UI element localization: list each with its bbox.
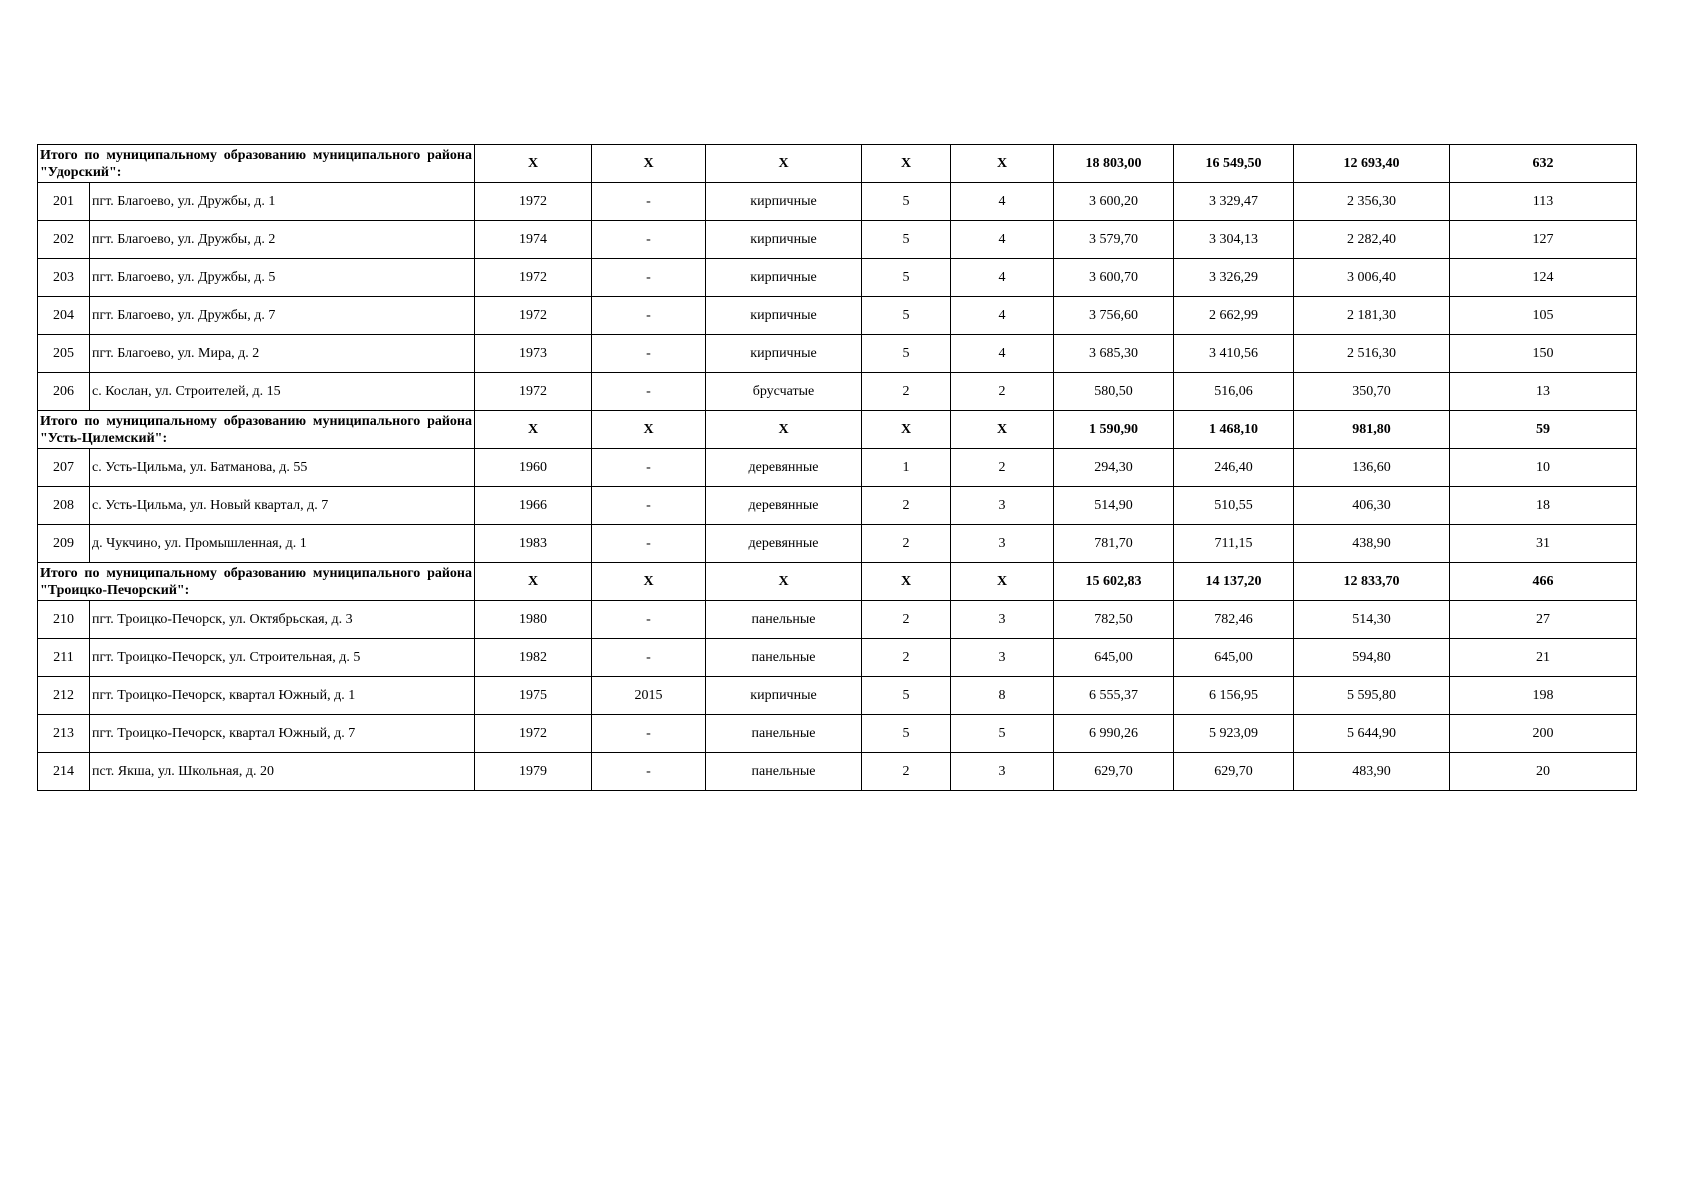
year-built-cell: 1980 xyxy=(475,601,592,639)
residents-cell: 31 xyxy=(1450,525,1637,563)
total-area-cell: 781,70 xyxy=(1054,525,1174,563)
subtotal-label: Итого по муниципальному образованию муниципального района "Удорский": xyxy=(38,145,475,183)
living-area-cell: 136,60 xyxy=(1294,449,1450,487)
residents-cell: 27 xyxy=(1450,601,1637,639)
subtotal-label: Итого по муниципальному образованию муниципального района "Троицко-Печорский": xyxy=(38,563,475,601)
wall-material-cell: деревянные xyxy=(706,525,862,563)
table-row xyxy=(38,297,1637,335)
entrances-cell: 3 xyxy=(951,639,1054,677)
year-repair-cell: - xyxy=(592,487,706,525)
year-built-cell: 1983 xyxy=(475,525,592,563)
total-area-cell: 3 756,60 xyxy=(1054,297,1174,335)
table-row xyxy=(38,753,1637,791)
living-area-cell: 5 644,90 xyxy=(1294,715,1450,753)
year-built-cell: 1972 xyxy=(475,183,592,221)
wall-material-cell: панельные xyxy=(706,715,862,753)
total-area-cell: 514,90 xyxy=(1054,487,1174,525)
premises-area-cell: 1 468,10 xyxy=(1174,411,1294,449)
premises-area-cell: 246,40 xyxy=(1174,449,1294,487)
address-cell: пгт. Троицко-Печорск, ул. Октябрьская, д. 3 xyxy=(90,601,475,639)
premises-area-cell: 3 329,47 xyxy=(1174,183,1294,221)
total-area-cell: 15 602,83 xyxy=(1054,563,1174,601)
floors-cell: 2 xyxy=(862,373,951,411)
floors-cell: 1 xyxy=(862,449,951,487)
table-row xyxy=(38,373,1637,411)
year-built-cell: X xyxy=(475,411,592,449)
year-repair-cell: - xyxy=(592,183,706,221)
row-number-cell: 209 xyxy=(38,525,90,563)
premises-area-cell: 3 410,56 xyxy=(1174,335,1294,373)
total-area-cell: 580,50 xyxy=(1054,373,1174,411)
address-cell: д. Чукчино, ул. Промышленная, д. 1 xyxy=(90,525,475,563)
residents-cell: 105 xyxy=(1450,297,1637,335)
year-repair-cell: X xyxy=(592,411,706,449)
residents-cell: 113 xyxy=(1450,183,1637,221)
year-repair-cell: - xyxy=(592,221,706,259)
row-number-cell: 211 xyxy=(38,639,90,677)
year-built-cell: X xyxy=(475,563,592,601)
total-area-cell: 6 555,37 xyxy=(1054,677,1174,715)
residents-cell: 21 xyxy=(1450,639,1637,677)
wall-material-cell: панельные xyxy=(706,753,862,791)
entrances-cell: 5 xyxy=(951,715,1054,753)
floors-cell: 5 xyxy=(862,297,951,335)
row-number-cell: 205 xyxy=(38,335,90,373)
premises-area-cell: 16 549,50 xyxy=(1174,145,1294,183)
address-cell: с. Усть-Цильма, ул. Батманова, д. 55 xyxy=(90,449,475,487)
address-cell: пгт. Благоево, ул. Дружбы, д. 2 xyxy=(90,221,475,259)
year-repair-cell: - xyxy=(592,449,706,487)
living-area-cell: 2 282,40 xyxy=(1294,221,1450,259)
floors-cell: 2 xyxy=(862,525,951,563)
living-area-cell: 5 595,80 xyxy=(1294,677,1450,715)
residents-cell: 13 xyxy=(1450,373,1637,411)
entrances-cell: 8 xyxy=(951,677,1054,715)
row-number-cell: 201 xyxy=(38,183,90,221)
address-cell: пгт. Троицко-Печорск, ул. Строительная, д. 5 xyxy=(90,639,475,677)
table-row xyxy=(38,335,1637,373)
subtotal-row xyxy=(38,411,1637,449)
wall-material-cell: кирпичные xyxy=(706,259,862,297)
residents-cell: 59 xyxy=(1450,411,1637,449)
total-area-cell: 3 685,30 xyxy=(1054,335,1174,373)
entrances-cell: 3 xyxy=(951,525,1054,563)
living-area-cell: 350,70 xyxy=(1294,373,1450,411)
table-row xyxy=(38,259,1637,297)
table-row xyxy=(38,221,1637,259)
row-number-cell: 202 xyxy=(38,221,90,259)
floors-cell: 5 xyxy=(862,221,951,259)
floors-cell: 5 xyxy=(862,677,951,715)
year-built-cell: 1960 xyxy=(475,449,592,487)
table-row xyxy=(38,449,1637,487)
living-area-cell: 981,80 xyxy=(1294,411,1450,449)
premises-area-cell: 711,15 xyxy=(1174,525,1294,563)
premises-area-cell: 5 923,09 xyxy=(1174,715,1294,753)
row-number-cell: 214 xyxy=(38,753,90,791)
entrances-cell: X xyxy=(951,563,1054,601)
wall-material-cell: X xyxy=(706,145,862,183)
table-row xyxy=(38,715,1637,753)
year-built-cell: 1972 xyxy=(475,373,592,411)
wall-material-cell: кирпичные xyxy=(706,677,862,715)
address-cell: пгт. Благоево, ул. Дружбы, д. 5 xyxy=(90,259,475,297)
premises-area-cell: 645,00 xyxy=(1174,639,1294,677)
housing-registry-table xyxy=(37,144,1637,791)
subtotal-row xyxy=(38,145,1637,183)
row-number-cell: 208 xyxy=(38,487,90,525)
table-row xyxy=(38,525,1637,563)
floors-cell: X xyxy=(862,411,951,449)
year-repair-cell: X xyxy=(592,563,706,601)
residents-cell: 198 xyxy=(1450,677,1637,715)
total-area-cell: 782,50 xyxy=(1054,601,1174,639)
living-area-cell: 2 516,30 xyxy=(1294,335,1450,373)
address-cell: пгт. Троицко-Печорск, квартал Южный, д. 1 xyxy=(90,677,475,715)
total-area-cell: 18 803,00 xyxy=(1054,145,1174,183)
living-area-cell: 406,30 xyxy=(1294,487,1450,525)
wall-material-cell: кирпичные xyxy=(706,335,862,373)
year-repair-cell: - xyxy=(592,639,706,677)
total-area-cell: 629,70 xyxy=(1054,753,1174,791)
year-repair-cell: X xyxy=(592,145,706,183)
year-repair-cell: - xyxy=(592,373,706,411)
residents-cell: 20 xyxy=(1450,753,1637,791)
year-repair-cell: - xyxy=(592,601,706,639)
year-repair-cell: - xyxy=(592,715,706,753)
entrances-cell: X xyxy=(951,145,1054,183)
address-cell: пст. Якша, ул. Школьная, д. 20 xyxy=(90,753,475,791)
total-area-cell: 3 579,70 xyxy=(1054,221,1174,259)
living-area-cell: 12 833,70 xyxy=(1294,563,1450,601)
residents-cell: 18 xyxy=(1450,487,1637,525)
total-area-cell: 3 600,20 xyxy=(1054,183,1174,221)
living-area-cell: 2 181,30 xyxy=(1294,297,1450,335)
wall-material-cell: X xyxy=(706,411,862,449)
floors-cell: 2 xyxy=(862,639,951,677)
living-area-cell: 2 356,30 xyxy=(1294,183,1450,221)
floors-cell: 2 xyxy=(862,487,951,525)
premises-area-cell: 516,06 xyxy=(1174,373,1294,411)
subtotal-label: Итого по муниципальному образованию муниципального района "Усть-Цилемский": xyxy=(38,411,475,449)
entrances-cell: 3 xyxy=(951,753,1054,791)
living-area-cell: 3 006,40 xyxy=(1294,259,1450,297)
premises-area-cell: 14 137,20 xyxy=(1174,563,1294,601)
wall-material-cell: панельные xyxy=(706,639,862,677)
year-repair-cell: - xyxy=(592,525,706,563)
wall-material-cell: X xyxy=(706,563,862,601)
total-area-cell: 1 590,90 xyxy=(1054,411,1174,449)
row-number-cell: 206 xyxy=(38,373,90,411)
premises-area-cell: 629,70 xyxy=(1174,753,1294,791)
entrances-cell: 4 xyxy=(951,183,1054,221)
total-area-cell: 294,30 xyxy=(1054,449,1174,487)
address-cell: с. Кослан, ул. Строителей, д. 15 xyxy=(90,373,475,411)
table-row xyxy=(38,183,1637,221)
year-built-cell: X xyxy=(475,145,592,183)
year-repair-cell: 2015 xyxy=(592,677,706,715)
year-built-cell: 1973 xyxy=(475,335,592,373)
year-built-cell: 1966 xyxy=(475,487,592,525)
address-cell: пгт. Благоево, ул. Мира, д. 2 xyxy=(90,335,475,373)
living-area-cell: 594,80 xyxy=(1294,639,1450,677)
living-area-cell: 514,30 xyxy=(1294,601,1450,639)
entrances-cell: 4 xyxy=(951,335,1054,373)
entrances-cell: 3 xyxy=(951,601,1054,639)
year-built-cell: 1972 xyxy=(475,715,592,753)
living-area-cell: 438,90 xyxy=(1294,525,1450,563)
table-row xyxy=(38,487,1637,525)
row-number-cell: 203 xyxy=(38,259,90,297)
floors-cell: 5 xyxy=(862,183,951,221)
premises-area-cell: 782,46 xyxy=(1174,601,1294,639)
entrances-cell: 2 xyxy=(951,373,1054,411)
address-cell: с. Усть-Цильма, ул. Новый квартал, д. 7 xyxy=(90,487,475,525)
wall-material-cell: панельные xyxy=(706,601,862,639)
year-built-cell: 1972 xyxy=(475,259,592,297)
year-built-cell: 1974 xyxy=(475,221,592,259)
entrances-cell: 3 xyxy=(951,487,1054,525)
row-number-cell: 207 xyxy=(38,449,90,487)
residents-cell: 632 xyxy=(1450,145,1637,183)
year-built-cell: 1982 xyxy=(475,639,592,677)
year-built-cell: 1972 xyxy=(475,297,592,335)
residents-cell: 150 xyxy=(1450,335,1637,373)
address-cell: пгт. Благоево, ул. Дружбы, д. 1 xyxy=(90,183,475,221)
table-row xyxy=(38,601,1637,639)
living-area-cell: 483,90 xyxy=(1294,753,1450,791)
premises-area-cell: 6 156,95 xyxy=(1174,677,1294,715)
floors-cell: X xyxy=(862,145,951,183)
row-number-cell: 210 xyxy=(38,601,90,639)
wall-material-cell: брусчатые xyxy=(706,373,862,411)
year-repair-cell: - xyxy=(592,335,706,373)
floors-cell: 2 xyxy=(862,601,951,639)
year-repair-cell: - xyxy=(592,297,706,335)
premises-area-cell: 3 326,29 xyxy=(1174,259,1294,297)
table-body xyxy=(38,145,1637,791)
residents-cell: 466 xyxy=(1450,563,1637,601)
residents-cell: 127 xyxy=(1450,221,1637,259)
subtotal-row xyxy=(38,563,1637,601)
row-number-cell: 204 xyxy=(38,297,90,335)
wall-material-cell: кирпичные xyxy=(706,183,862,221)
table-row xyxy=(38,639,1637,677)
year-repair-cell: - xyxy=(592,259,706,297)
wall-material-cell: деревянные xyxy=(706,487,862,525)
floors-cell: 5 xyxy=(862,715,951,753)
residents-cell: 200 xyxy=(1450,715,1637,753)
total-area-cell: 6 990,26 xyxy=(1054,715,1174,753)
wall-material-cell: деревянные xyxy=(706,449,862,487)
floors-cell: X xyxy=(862,563,951,601)
entrances-cell: 4 xyxy=(951,259,1054,297)
entrances-cell: X xyxy=(951,411,1054,449)
address-cell: пгт. Благоево, ул. Дружбы, д. 7 xyxy=(90,297,475,335)
residents-cell: 124 xyxy=(1450,259,1637,297)
row-number-cell: 213 xyxy=(38,715,90,753)
premises-area-cell: 2 662,99 xyxy=(1174,297,1294,335)
floors-cell: 2 xyxy=(862,753,951,791)
floors-cell: 5 xyxy=(862,259,951,297)
wall-material-cell: кирпичные xyxy=(706,297,862,335)
floors-cell: 5 xyxy=(862,335,951,373)
entrances-cell: 4 xyxy=(951,297,1054,335)
total-area-cell: 645,00 xyxy=(1054,639,1174,677)
year-repair-cell: - xyxy=(592,753,706,791)
row-number-cell: 212 xyxy=(38,677,90,715)
total-area-cell: 3 600,70 xyxy=(1054,259,1174,297)
wall-material-cell: кирпичные xyxy=(706,221,862,259)
premises-area-cell: 3 304,13 xyxy=(1174,221,1294,259)
year-built-cell: 1979 xyxy=(475,753,592,791)
living-area-cell: 12 693,40 xyxy=(1294,145,1450,183)
premises-area-cell: 510,55 xyxy=(1174,487,1294,525)
table-row xyxy=(38,677,1637,715)
entrances-cell: 4 xyxy=(951,221,1054,259)
entrances-cell: 2 xyxy=(951,449,1054,487)
year-built-cell: 1975 xyxy=(475,677,592,715)
address-cell: пгт. Троицко-Печорск, квартал Южный, д. 7 xyxy=(90,715,475,753)
residents-cell: 10 xyxy=(1450,449,1637,487)
